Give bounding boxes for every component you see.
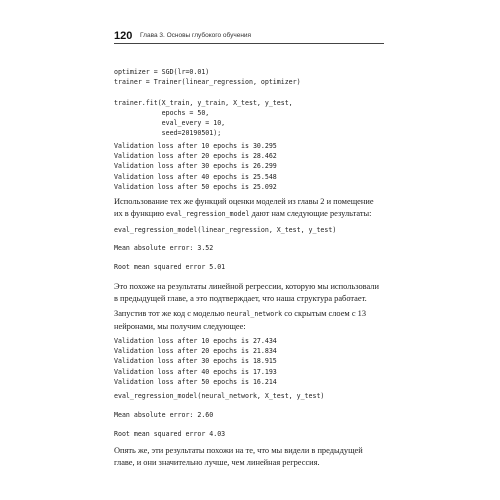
code-line <box>114 87 384 97</box>
code-line: optimizer = SGD(lr=0.01) <box>114 68 210 76</box>
output-line: Validation loss after 40 epochs is 25.548 <box>114 172 277 181</box>
output-line: Validation loss after 50 epochs is 16.214 <box>114 377 277 386</box>
paragraph-text: Запустив тот же код с моделью <box>114 309 227 318</box>
eval-linear-call: eval_regression_model(linear_regression, X_test, y_test) <box>114 226 337 234</box>
mae-linear: Mean absolute error: 3.52 <box>114 244 214 252</box>
code-line: trainer.fit(X_train, y_train, X_test, y_test, <box>114 98 293 107</box>
eval-neural-call: eval_regression_model(neural_network, X_test, y_test) <box>114 392 325 400</box>
paragraph-neural-intro <box>114 308 384 332</box>
output-line: Validation loss after 40 epochs is 17.193 <box>114 367 277 376</box>
code-line: seed=20190501); <box>114 129 222 138</box>
paragraph-linear-comparison: Это похоже на результаты линейной регрессии, которую мы использовали в предыдущей главе, а это подтверждает, что наша структура работает. <box>114 282 379 303</box>
output-line: Validation loss after 30 epochs is 18.915 <box>114 357 277 366</box>
paragraph-neural-comparison: Опять же, эти результаты похожи на те, что мы видели в предыдущей главе, и они значительно лучше, чем линейная регрессия. <box>114 446 363 467</box>
paragraph-text: Использование тех же функций оценки моделей из главы 2 и помещение их в функцию <box>114 197 374 218</box>
paragraph-eval-intro <box>114 196 384 220</box>
chapter-title: Глава 3. Основы глубокого обучения <box>140 32 252 39</box>
paragraph-text: со скрытым слоем с 13 нейронами, мы получим следующее: <box>114 309 367 331</box>
paragraph-text: дают нам следующие результаты: <box>249 208 372 218</box>
linear-validation-output <box>114 141 384 192</box>
output-line: Validation loss after 10 epochs is 27.434 <box>114 337 277 345</box>
code-line: eval_every = 10, <box>114 119 226 128</box>
page-number: 120 <box>114 30 133 42</box>
rmse-neural: Root mean squared error 4.03 <box>114 430 226 438</box>
output-line: Validation loss after 20 epochs is 28.462 <box>114 152 277 161</box>
neural-validation-output <box>114 336 384 387</box>
output-line: Validation loss after 50 epochs is 25.092 <box>114 182 277 191</box>
rmse-linear: Root mean squared error 5.01 <box>114 263 226 271</box>
code-line: trainer = Trainer(linear_regression, optimizer) <box>114 78 301 87</box>
output-line: Validation loss after 20 epochs is 21.834 <box>114 347 277 356</box>
header-rule <box>114 43 384 44</box>
code-line: epochs = 50, <box>114 108 210 117</box>
output-line: Validation loss after 10 epochs is 30.295 <box>114 142 277 150</box>
mae-neural: Mean absolute error: 2.60 <box>114 411 214 419</box>
inline-code: eval_regression_model <box>166 209 250 218</box>
inline-code: neural_network <box>226 310 283 318</box>
page-header <box>114 30 384 44</box>
output-line: Validation loss after 30 epochs is 26.299 <box>114 162 277 171</box>
training-code-block <box>114 67 384 138</box>
